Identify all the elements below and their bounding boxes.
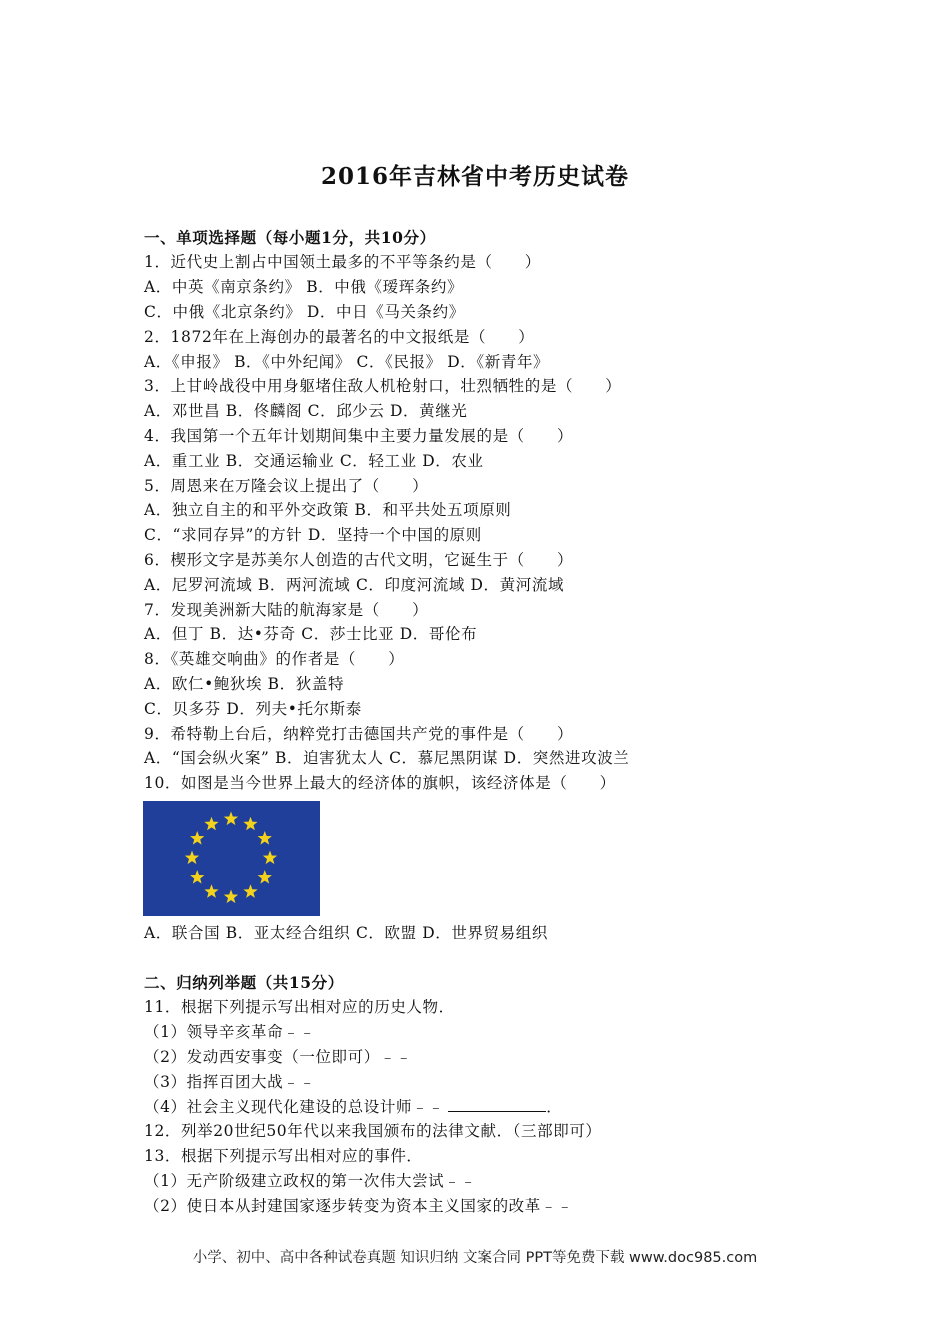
question-11: 11．根据下列提示写出相对应的历史人物． [144,998,455,1016]
question-11-item-4-text: （4）社会主义现代化建设的总设计师﹣﹣ [144,1098,445,1116]
question-5: 5．周恩来在万隆会议上提出了（ ） [144,477,429,495]
question-13-item-1: （1）无产阶级建立政权的第一次伟大尝试﹣﹣ [144,1172,477,1190]
question-11-item-3: （3）指挥百团大战﹣﹣ [144,1073,316,1091]
question-1: 1．近代史上割占中国领土最多的不平等条约是（ ） [144,253,541,271]
question-13: 13．根据下列提示写出相对应的事件． [144,1147,423,1165]
eu-flag-image [143,801,320,916]
question-8-options-cd: C．贝多芬 D．列夫•托尔斯泰 [144,700,362,718]
question-7-options: A．但丁 B．达•芬奇 C．莎士比亚 D．哥伦布 [144,625,478,643]
question-9: 9．希特勒上台后，纳粹党打击德国共产党的事件是（ ） [144,725,574,743]
question-2: 2．1872年在上海创办的最著名的中文报纸是（ ） [144,328,535,346]
question-1-options-cd: C．中俄《北京条约》 D．中日《马关条约》 [144,303,465,321]
question-13-item-2: （2）使日本从封建国家逐步转变为资本主义国家的改革﹣﹣ [144,1197,574,1215]
question-8: 8．《英雄交响曲》的作者是（ ） [144,650,405,668]
question-3-options: A．邓世昌 B．佟麟阁 C．邱少云 D．黄继光 [144,402,468,420]
question-10: 10．如图是当今世界上最大的经济体的旗帜，该经济体是（ ） [144,774,616,792]
question-12: 12．列举20世纪50年代以来我国颁布的法律文献．（三部即可） [144,1122,602,1140]
question-2-options: A．《申报》 B．《中外纪闻》 C．《民报》 D．《新青年》 [144,353,550,371]
question-6: 6．楔形文字是苏美尔人创造的古代文明，它诞生于（ ） [144,551,574,569]
section-heading-2: 二、归纳列举题（共15分） [144,973,344,992]
question-7: 7．发现美洲新大陆的航海家是（ ） [144,601,429,619]
question-5-options-cd: C．“求同存异”的方针 D．坚持一个中国的原则 [144,526,482,544]
question-10-options: A．联合国 B．亚太经合组织 C．欧盟 D．世界贸易组织 [144,924,548,942]
page-title: 2016年吉林省中考历史试卷 [320,163,629,190]
question-4: 4．我国第一个五年计划期间集中主要力量发展的是（ ） [144,427,574,445]
question-1-options-ab: A．中英《南京条约》 B．中俄《瑷珲条约》 [144,278,464,296]
question-9-options: A．“国会纵火案” B．迫害犹太人 C．慕尼黑阴谋 D．突然进攻波兰 [144,749,630,767]
answer-blank[interactable] [448,1097,546,1112]
question-11-item-4 [144,1097,562,1117]
question-11-item-4-end: ． [546,1098,563,1116]
section-heading-1: 一、单项选择题（每小题1分，共10分） [144,228,436,247]
question-11-item-2: （2）发动西安事变（一位即可）﹣﹣ [144,1048,413,1066]
question-6-options: A．尼罗河流域 B．两河流域 C．印度河流域 D．黄河流域 [144,576,565,594]
footer-watermark: 小学、初中、高中各种试卷真题 知识归纳 文案合同 PPT等免费下载 www.doc985.com [192,1250,758,1266]
question-3: 3．上甘岭战役中用身躯堵住敌人机枪射口，壮烈牺牲的是（ ） [144,377,622,395]
question-4-options: A．重工业 B．交通运输业 C．轻工业 D．农业 [144,452,484,470]
question-5-options-ab: A．独立自主的和平外交政策 B．和平共处五项原则 [144,501,512,519]
question-11-item-1: （1）领导辛亥革命﹣﹣ [144,1023,316,1041]
question-8-options-ab: A．欧仁•鲍狄埃 B．狄盖特 [144,675,345,693]
